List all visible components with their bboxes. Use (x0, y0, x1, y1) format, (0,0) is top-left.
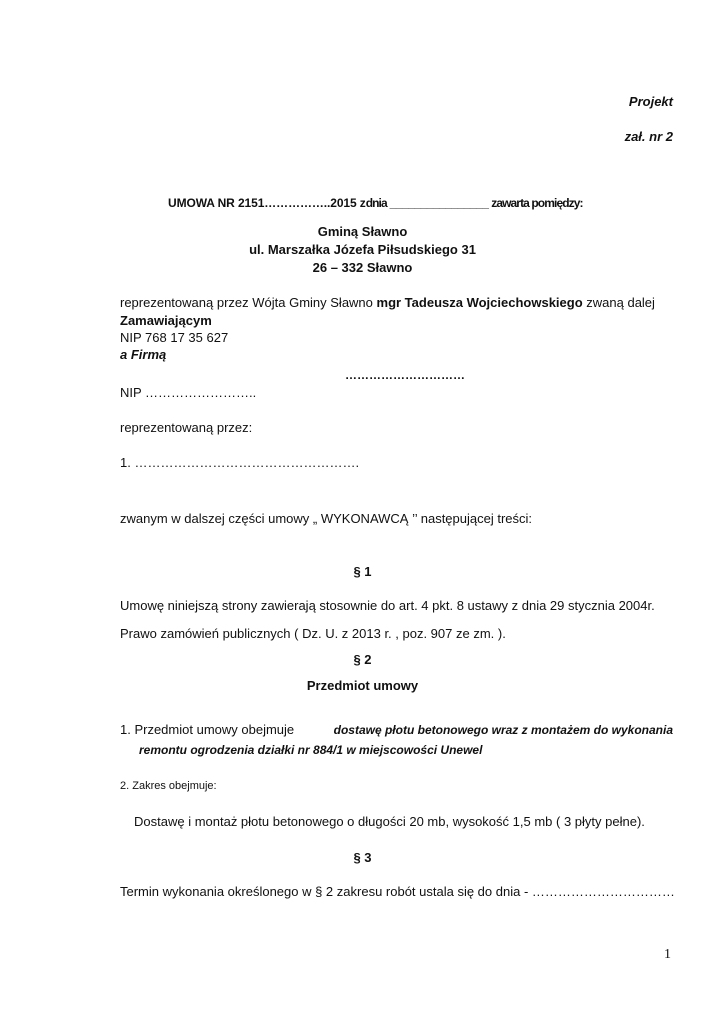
contract-title-number: UMOWA NR 2151……………..2015 z (168, 196, 366, 210)
representation-line (120, 295, 655, 310)
representation-suffix: zwaną dalej (582, 295, 655, 310)
attachment-label: zał. nr 2 (624, 129, 673, 144)
section2-item2: 2. Zakres obejmuje: (120, 780, 217, 792)
section2-item1-line1 (120, 722, 673, 737)
section2-item1-prefix: 1. Przedmiot umowy obejmuje (120, 722, 295, 737)
section2-heading: § 2 (353, 652, 372, 667)
contract-title (168, 196, 583, 210)
section1-text-line2: Prawo zamówień publicznych ( Dz. U. z 2013 r. , poz. 907 ze zm. ). (120, 626, 506, 641)
role-zamawiajacy: Zamawiającym (120, 313, 212, 328)
section1-heading: § 1 (353, 564, 372, 579)
contract-title-date-blank: ________________ (386, 196, 492, 210)
nip-party2: NIP …………………….. (120, 385, 257, 400)
draft-label: Projekt (628, 94, 673, 109)
nip-party1: NIP 768 17 35 627 (120, 330, 229, 345)
section1-text-line1: Umowę niniejszą strony zawierają stosownie do art. 4 pkt. 8 ustawy z dnia 29 stycznia 2004r. (120, 598, 655, 613)
section2-item1-subject: dostawę płotu betonowego wraz z montażem do wykonania (333, 723, 673, 737)
party2-representative-1: 1. ……………………………………………. (120, 455, 360, 470)
section2-item1-subject-cont: remontu ogrodzenia działki nr 884/1 w miejscowości Unewel (139, 743, 483, 757)
contract-title-date-label: dnia (365, 196, 387, 210)
firm-name-blank: ………………………… (345, 368, 465, 382)
party2-representation: reprezentowaną przez: (120, 420, 253, 435)
section2-subheading: Przedmiot umowy (306, 678, 419, 693)
representation-prefix: reprezentowaną przez Wójta Gminy Sławno (120, 295, 377, 310)
section3-heading: § 3 (353, 850, 372, 865)
party1-name: Gminą Sławno (317, 224, 408, 239)
contractor-definition: zwanym w dalszej części umowy „ WYKONAWCĄ ’’ następującej treści: (120, 511, 533, 526)
party1-city: 26 – 332 Sławno (312, 260, 413, 275)
section2-scope: Dostawę i montaż płotu betonowego o długości 20 mb, wysokość 1,5 mb ( 3 płyty pełne). (134, 814, 645, 829)
firm-label: a Firmą (120, 347, 167, 362)
section3-text: Termin wykonania określonego w § 2 zakresu robót ustala się do dnia - …………………………… (120, 884, 675, 899)
contract-title-between: zawarta pomiędzy: (491, 196, 583, 210)
page-number: 1 (664, 947, 671, 962)
party1-street: ul. Marszałka Józefa Piłsudskiego 31 (249, 242, 476, 257)
representative-name: mgr Tadeusza Wojciechowskiego (376, 295, 583, 310)
